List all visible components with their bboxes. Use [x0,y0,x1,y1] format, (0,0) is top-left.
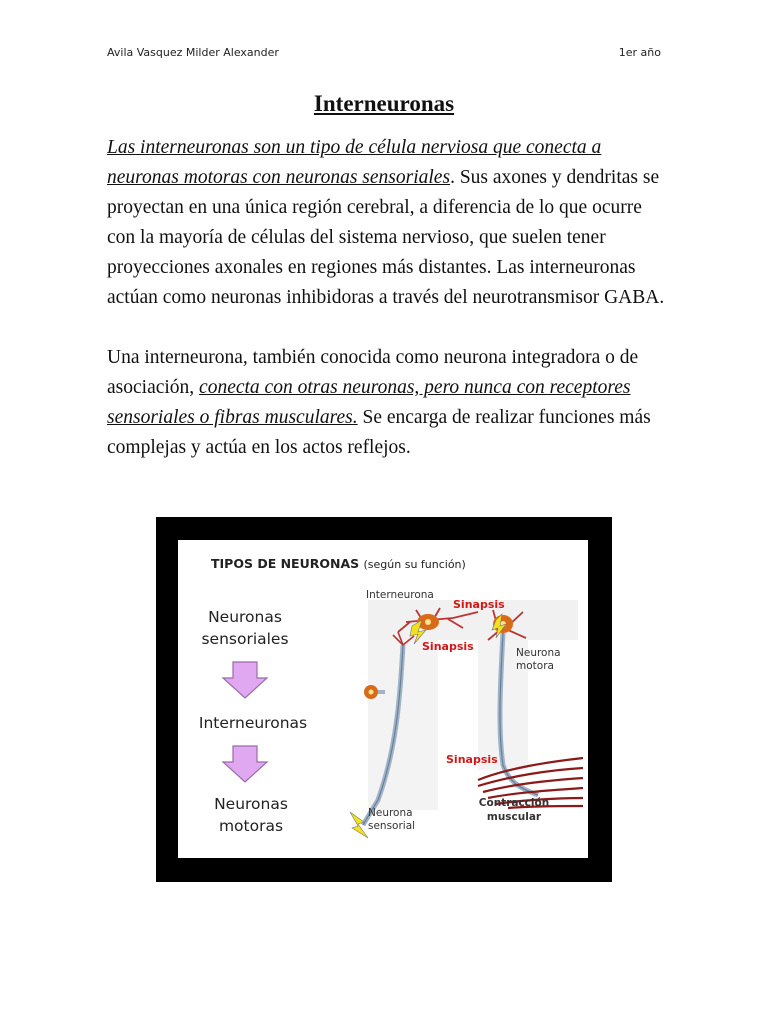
description-emphasis: conecta con otras neuronas, pero nunca con receptores sensoriales o fibras musculares. [107,377,631,428]
flow-step-interneurons: Interneuronas [198,714,308,732]
label-contraccion-muscular: Contracción muscular [478,797,550,823]
figure-title: TIPOS DE NEURONAS (según su función) [211,556,466,571]
down-arrow-icon [223,746,267,782]
intro-text: . Sus axones y dendritas se proyectan en una única región cerebral, a diferencia de lo que ocurre con la mayoría de células del sistema nervioso, que suelen tener proyecciones axonales en regiones más distantes. Las interneuronas actúan como neuronas inhibidoras a través del neurotransmisor GABA. [107,167,665,308]
flow-step-motor: Neuronas motoras [214,795,288,835]
description-text-end: Se encarga de realizar funciones más complejas y actúa en los actos reflejos. [107,407,651,458]
school-year: 1er año [618,46,661,59]
figure-frame [156,517,612,882]
intro-emphasis: Las interneuronas son un tipo de célula nerviosa que conecta a neuronas motoras con neuronas sensoriales [107,137,602,188]
label-sinapsis-top: Sinapsis [453,598,505,611]
paragraph-description [107,343,672,463]
page-header [107,46,661,64]
label-neurona-sensorial: Neurona sensorial [368,807,416,832]
figure-subtitle: (según su función) [363,558,466,571]
label-interneurona: Interneurona [366,589,434,601]
label-neurona-motora: Neurona motora [516,647,561,672]
label-sinapsis-mid: Sinapsis [422,640,474,653]
flow-step-sensory: Neuronas sensoriales [201,608,289,648]
label-sinapsis-low: Sinapsis [446,753,498,766]
author-name: Avila Vasquez Milder Alexander [107,46,279,59]
neuron-types-figure [178,540,588,858]
page-title: Interneuronas [313,91,455,116]
down-arrow-icon [223,662,267,698]
paragraph-intro [107,133,672,313]
description-text-start: Una interneurona, también conocida como neurona integradora o de asociación, [107,347,639,398]
